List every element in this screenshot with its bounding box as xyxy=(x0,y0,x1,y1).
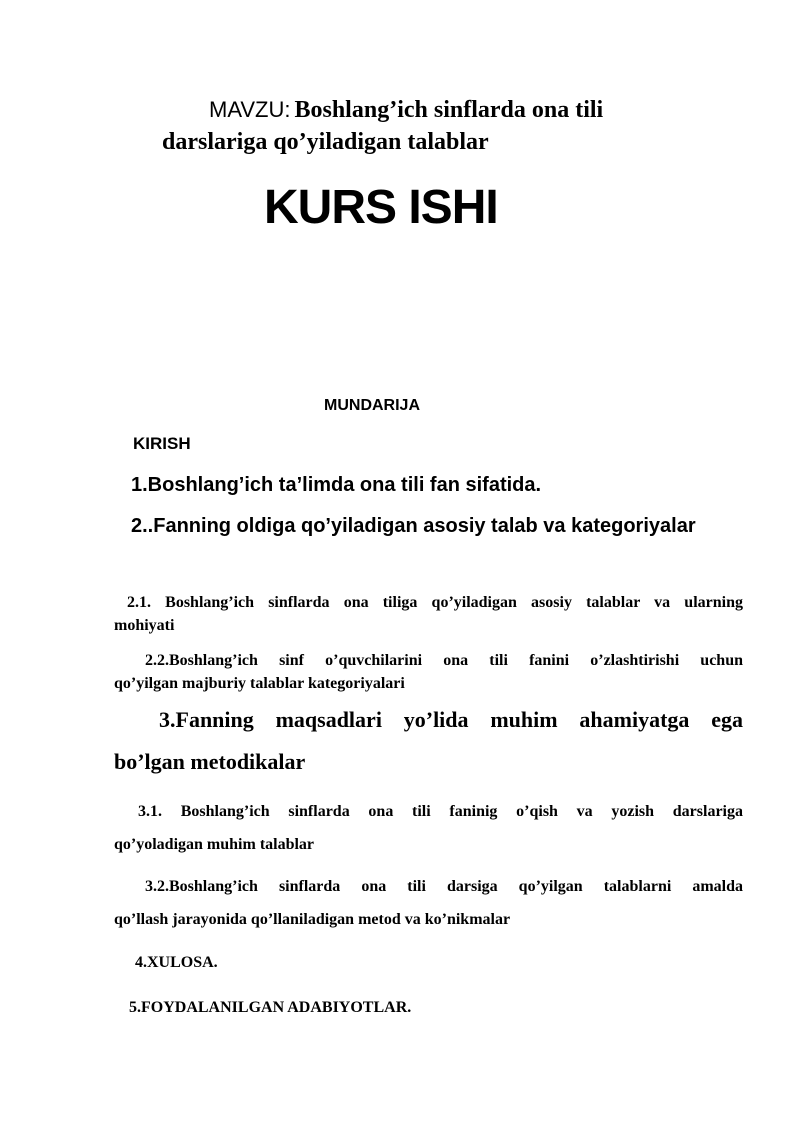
toc-section-4: 4.XULOSA. xyxy=(135,954,218,971)
toc-section-3-line1: 3.Fanning maqsadlari yo’lida muhim ahamiyatga ega xyxy=(159,707,743,732)
page-title: KURS ISHI xyxy=(264,181,498,234)
toc-section-3-2-line1: 3.2.Boshlang’ich sinflarda ona tili darsiga qo’yilgan talablarni amalda xyxy=(145,878,743,895)
toc-section-3-1-line1: 3.1. Boshlang’ich sinflarda ona tili faninig o’qish va yozish darslariga xyxy=(138,803,743,820)
toc-section-2-2-line2: qo’yilgan majburiy talablar kategoriyalari xyxy=(114,675,405,692)
toc-section-3-1-line2: qo’yoladigan muhim talablar xyxy=(114,836,315,853)
toc-section-3-line2: bo’lgan metodikalar xyxy=(114,749,306,774)
toc-section-5: 5.FOYDALANILGAN ADABIYOTLAR. xyxy=(129,999,412,1016)
toc-section-2-1-line1: 2.1. Boshlang’ich sinflarda ona tiliga qo’yiladigan asosiy talablar va ularning xyxy=(127,594,743,611)
toc-section-3-2-line2: qo’llash jarayonida qo’llaniladigan metod va ko’nikmalar xyxy=(114,911,511,928)
toc-heading: MUNDARIJA xyxy=(324,397,420,414)
toc-section-2-1-line2: mohiyati xyxy=(114,617,175,634)
toc-section-1: 1.Boshlang’ich ta’limda ona tili fan sifatida. xyxy=(131,474,542,496)
toc-section-2: 2..Fanning oldiga qo’yiladigan asosiy talab va kategoriyalar xyxy=(131,515,696,537)
topic-label: MAVZU: xyxy=(209,97,291,122)
topic-text-line1: Boshlang’ich sinflarda ona tili xyxy=(294,97,604,123)
toc-section-2-2-line1: 2.2.Boshlang’ich sinf o’quvchilarini ona tili fanini o’zlashtirishi uchun xyxy=(145,652,743,669)
toc-intro: KIRISH xyxy=(133,434,191,453)
topic-text-line2: darslariga qo’yiladigan talablar xyxy=(162,129,489,155)
topic-line-1 xyxy=(209,97,603,124)
